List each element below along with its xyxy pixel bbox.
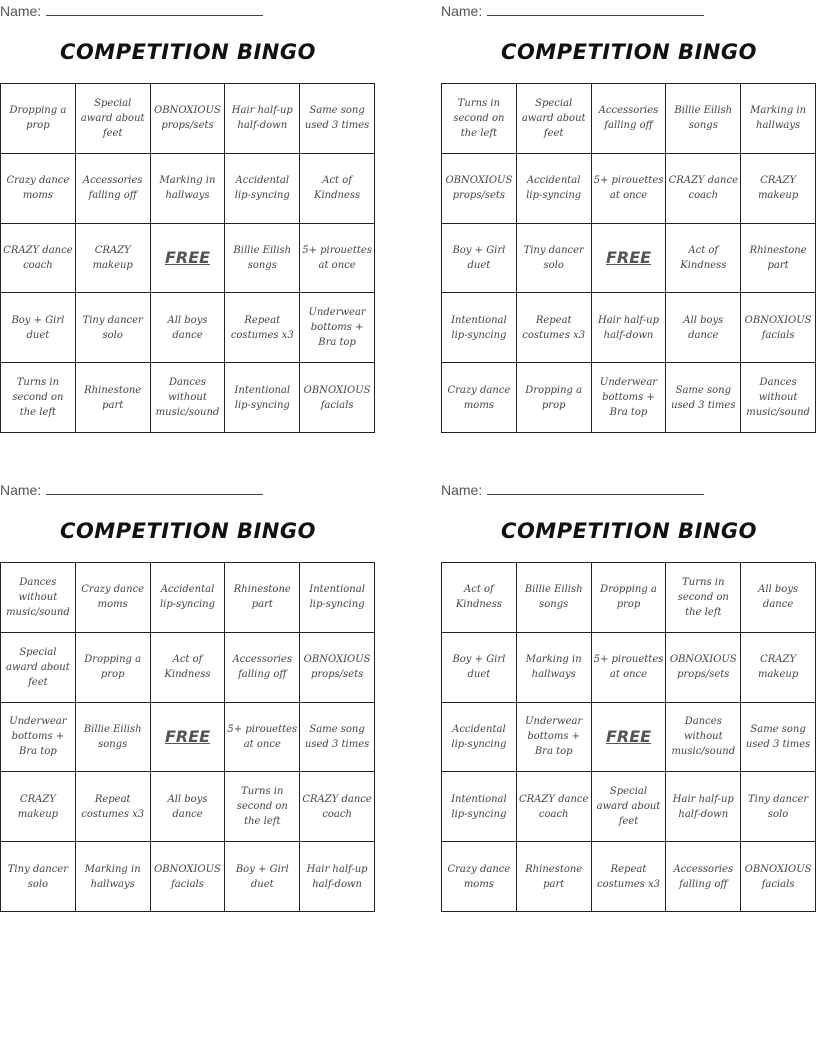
bingo-grid [0, 83, 375, 433]
bingo-cell[interactable]: CRAZY makeup [1, 772, 76, 842]
bingo-cell[interactable]: Turns in second on the left [442, 84, 517, 154]
bingo-cell[interactable]: Same song used 3 times [300, 703, 375, 773]
bingo-cell[interactable]: Act of Kindness [151, 633, 226, 703]
bingo-cell[interactable]: Crazy dance moms [76, 563, 151, 633]
card-title: COMPETITION BINGO [60, 40, 316, 64]
bingo-cell[interactable]: Rhinestone part [225, 563, 300, 633]
free-space-cell[interactable]: FREE [592, 224, 667, 294]
bingo-cell[interactable]: Special award about feet [517, 84, 592, 154]
bingo-grid [0, 562, 375, 912]
bingo-grid [441, 562, 816, 912]
name-line[interactable] [487, 481, 704, 495]
bingo-cell[interactable]: CRAZY makeup [741, 154, 816, 224]
bingo-cell[interactable]: Dropping a prop [517, 363, 592, 433]
name-line[interactable] [46, 2, 263, 16]
bingo-cell[interactable]: OBNOXIOUS props/sets [151, 84, 226, 154]
bingo-cell[interactable]: CRAZY makeup [76, 224, 151, 294]
bingo-cell[interactable]: Accessories falling off [592, 84, 667, 154]
bingo-grid [441, 83, 816, 433]
name-line[interactable] [46, 481, 263, 495]
bingo-cell[interactable]: Same song used 3 times [741, 703, 816, 773]
bingo-cell[interactable]: Underwear bottoms + Bra top [592, 363, 667, 433]
bingo-cell[interactable]: Intentional lip-syncing [225, 363, 300, 433]
bingo-cell[interactable]: Turns in second on the left [225, 772, 300, 842]
bingo-cell[interactable]: Special award about feet [76, 84, 151, 154]
free-space-cell[interactable]: FREE [151, 703, 226, 773]
bingo-cell[interactable]: Billie Eilish songs [225, 224, 300, 294]
bingo-cell[interactable]: OBNOXIOUS props/sets [666, 633, 741, 703]
bingo-cell[interactable]: 5+ pirouettes at once [300, 224, 375, 294]
bingo-cell[interactable]: Accessories falling off [666, 842, 741, 912]
bingo-cell[interactable]: Act of Kindness [442, 563, 517, 633]
bingo-cell[interactable]: Marking in hallways [76, 842, 151, 912]
bingo-cell[interactable]: Dropping a prop [592, 563, 667, 633]
bingo-cell[interactable]: Repeat costumes x3 [225, 293, 300, 363]
bingo-cell[interactable]: OBNOXIOUS props/sets [442, 154, 517, 224]
bingo-cell[interactable]: Accidental lip-syncing [151, 563, 226, 633]
bingo-cell[interactable]: Billie Eilish songs [517, 563, 592, 633]
bingo-cell[interactable]: Same song used 3 times [666, 363, 741, 433]
bingo-cell[interactable]: Marking in hallways [517, 633, 592, 703]
bingo-cell[interactable]: Rhinestone part [741, 224, 816, 294]
bingo-cell[interactable]: Underwear bottoms + Bra top [300, 293, 375, 363]
bingo-cell[interactable]: All boys dance [151, 293, 226, 363]
bingo-cell[interactable]: Intentional lip-syncing [300, 563, 375, 633]
bingo-cell[interactable]: Turns in second on the left [666, 563, 741, 633]
bingo-cell[interactable]: Boy + Girl duet [1, 293, 76, 363]
bingo-cell[interactable]: OBNOXIOUS facials [741, 842, 816, 912]
bingo-cell[interactable]: Dances without music/sound [1, 563, 76, 633]
bingo-cell[interactable]: Accidental lip-syncing [517, 154, 592, 224]
bingo-cell[interactable]: All boys dance [151, 772, 226, 842]
bingo-cell[interactable]: CRAZY dance coach [1, 224, 76, 294]
bingo-cell[interactable]: Dances without music/sound [151, 363, 226, 433]
bingo-cell[interactable]: Rhinestone part [517, 842, 592, 912]
bingo-cell[interactable]: 5+ pirouettes at once [592, 154, 667, 224]
name-label: Name: [441, 482, 483, 498]
bingo-cell[interactable]: Rhinestone part [76, 363, 151, 433]
bingo-cell[interactable]: 5+ pirouettes at once [592, 633, 667, 703]
bingo-cell[interactable]: CRAZY dance coach [517, 772, 592, 842]
bingo-cell[interactable]: Underwear bottoms + Bra top [517, 703, 592, 773]
bingo-cell[interactable]: Boy + Girl duet [442, 224, 517, 294]
bingo-cell[interactable]: Accidental lip-syncing [442, 703, 517, 773]
bingo-cell[interactable]: Special award about feet [1, 633, 76, 703]
bingo-cell[interactable]: OBNOXIOUS facials [741, 293, 816, 363]
bingo-cell[interactable]: Turns in second on the left [1, 363, 76, 433]
free-space-cell[interactable]: FREE [151, 224, 226, 294]
bingo-cell[interactable]: Hair half-up half-down [225, 84, 300, 154]
bingo-cell[interactable]: Accidental lip-syncing [225, 154, 300, 224]
bingo-cell[interactable]: Boy + Girl duet [442, 633, 517, 703]
bingo-cell[interactable]: Repeat costumes x3 [592, 842, 667, 912]
name-field[interactable] [441, 481, 704, 499]
bingo-cell[interactable]: Marking in hallways [741, 84, 816, 154]
bingo-cell[interactable]: Repeat costumes x3 [76, 772, 151, 842]
name-field[interactable] [0, 481, 263, 499]
card-title: COMPETITION BINGO [60, 519, 316, 543]
bingo-cell[interactable]: Dances without music/sound [666, 703, 741, 773]
bingo-cell[interactable]: Special award about feet [592, 772, 667, 842]
bingo-cell[interactable]: Marking in hallways [151, 154, 226, 224]
bingo-cell[interactable]: Intentional lip-syncing [442, 293, 517, 363]
bingo-cell[interactable]: Act of Kindness [300, 154, 375, 224]
bingo-cell[interactable]: 5+ pirouettes at once [225, 703, 300, 773]
bingo-cell[interactable]: Same song used 3 times [300, 84, 375, 154]
bingo-cell[interactable]: Dances without music/sound [741, 363, 816, 433]
bingo-cell[interactable]: Crazy dance moms [442, 363, 517, 433]
name-label: Name: [441, 3, 483, 19]
bingo-cell[interactable]: CRAZY dance coach [666, 154, 741, 224]
name-label: Name: [0, 482, 42, 498]
bingo-cell[interactable]: OBNOXIOUS facials [151, 842, 226, 912]
bingo-cell[interactable]: Crazy dance moms [1, 154, 76, 224]
bingo-cell[interactable]: Underwear bottoms + Bra top [1, 703, 76, 773]
bingo-cell[interactable]: OBNOXIOUS props/sets [300, 633, 375, 703]
bingo-cell[interactable]: CRAZY dance coach [300, 772, 375, 842]
bingo-cell[interactable]: Dropping a prop [1, 84, 76, 154]
bingo-cell[interactable]: Accessories falling off [76, 154, 151, 224]
bingo-cell[interactable]: Tiny dancer solo [1, 842, 76, 912]
free-space-cell[interactable]: FREE [592, 703, 667, 773]
bingo-cell[interactable]: Billie Eilish songs [76, 703, 151, 773]
bingo-cell[interactable]: All boys dance [666, 293, 741, 363]
bingo-cell[interactable]: All boys dance [741, 563, 816, 633]
bingo-cell[interactable]: Hair half-up half-down [592, 293, 667, 363]
name-field[interactable] [0, 2, 263, 20]
bingo-cell[interactable]: Boy + Girl duet [225, 842, 300, 912]
bingo-cell[interactable]: OBNOXIOUS facials [300, 363, 375, 433]
bingo-cell[interactable]: Hair half-up half-down [300, 842, 375, 912]
card-title: COMPETITION BINGO [501, 519, 757, 543]
bingo-cell[interactable]: Billie Eilish songs [666, 84, 741, 154]
bingo-cell[interactable]: Tiny dancer solo [517, 224, 592, 294]
name-label: Name: [0, 3, 42, 19]
bingo-cell[interactable]: Repeat costumes x3 [517, 293, 592, 363]
bingo-cell[interactable]: Act of Kindness [666, 224, 741, 294]
bingo-cell[interactable]: Hair half-up half-down [666, 772, 741, 842]
card-title: COMPETITION BINGO [501, 40, 757, 64]
bingo-cell[interactable]: Dropping a prop [76, 633, 151, 703]
name-field[interactable] [441, 2, 704, 20]
bingo-cell[interactable]: CRAZY makeup [741, 633, 816, 703]
bingo-cell[interactable]: Tiny dancer solo [741, 772, 816, 842]
bingo-cell[interactable]: Crazy dance moms [442, 842, 517, 912]
name-line[interactable] [487, 2, 704, 16]
bingo-cell[interactable]: Tiny dancer solo [76, 293, 151, 363]
bingo-cell[interactable]: Intentional lip-syncing [442, 772, 517, 842]
bingo-cell[interactable]: Accessories falling off [225, 633, 300, 703]
